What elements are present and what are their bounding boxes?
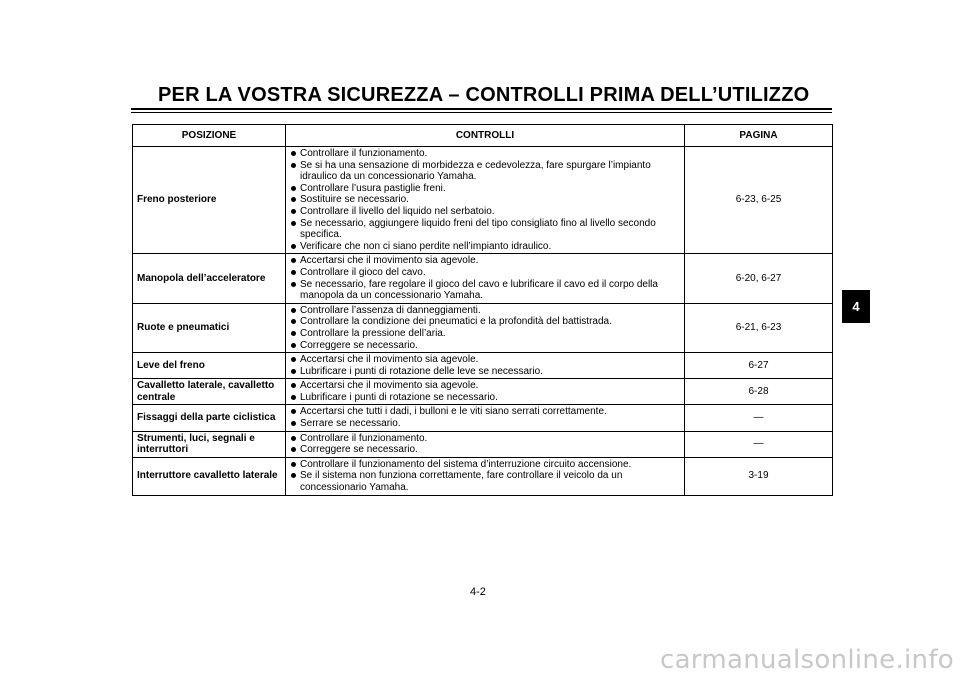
check-item: Accertarsi che il movimento sia agevole.: [286, 255, 682, 267]
table-row: [133, 405, 833, 431]
row-checks: [286, 431, 685, 457]
check-item: Lubrificare i punti di rotazione delle leve se necessario.: [286, 366, 682, 378]
table-header-row: [133, 125, 833, 147]
chapter-tab[interactable]: 4: [842, 290, 870, 323]
check-item: Accertarsi che il movimento sia agevole.: [286, 354, 682, 366]
row-position: Manopola dell’acceleratore: [133, 254, 286, 303]
title-rule-thick: [131, 108, 832, 110]
row-page: —: [685, 431, 833, 457]
check-item: Controllare il livello del liquido nel serbatoio.: [286, 206, 682, 218]
check-item: Controllare l’assenza di danneggiamenti.: [286, 305, 682, 317]
row-checks: [286, 147, 685, 254]
check-item: Accertarsi che il movimento sia agevole.: [286, 380, 682, 392]
header-position: POSIZIONE: [133, 125, 286, 147]
table-row: [133, 147, 833, 254]
check-item: Controllare l’usura pastiglie freni.: [286, 183, 682, 195]
check-item: Correggere se necessario.: [286, 444, 682, 456]
table-row: [133, 431, 833, 457]
row-checks: [286, 303, 685, 352]
check-item: Se necessario, aggiungere liquido freni del tipo consigliato fino al livello secondo specifica.: [286, 218, 682, 241]
table-row: [133, 353, 833, 379]
row-checks: [286, 457, 685, 495]
table-row: [133, 254, 833, 303]
table-row: [133, 457, 833, 495]
row-checks: [286, 353, 685, 379]
title-rule-thin: [131, 112, 832, 113]
row-page: 6-21, 6-23: [685, 303, 833, 352]
check-item: Controllare la condizione dei pneumatici e la profondità del battistrada.: [286, 316, 682, 328]
check-item: Serrare se necessario.: [286, 418, 682, 430]
check-item: Correggere se necessario.: [286, 340, 682, 352]
watermark-link[interactable]: carmanualsonline.info: [659, 645, 954, 675]
check-item: Lubrificare i punti di rotazione se necessario.: [286, 392, 682, 404]
row-page: 6-20, 6-27: [685, 254, 833, 303]
check-item: Controllare la pressione dell’aria.: [286, 328, 682, 340]
row-position: Interruttore cavalletto laterale: [133, 457, 286, 495]
checks-table: [132, 124, 833, 496]
row-position: Ruote e pneumatici: [133, 303, 286, 352]
check-item: Sostituire se necessario.: [286, 194, 682, 206]
row-checks: [286, 405, 685, 431]
page-title: PER LA VOSTRA SICUREZZA – CONTROLLI PRIMA DELL’UTILIZZO: [158, 84, 810, 106]
table-row: [133, 303, 833, 352]
check-item: Accertarsi che tutti i dadi, i bulloni e le viti siano serrati correttamente.: [286, 406, 682, 418]
row-page: —: [685, 405, 833, 431]
row-position: Fissaggi della parte ciclistica: [133, 405, 286, 431]
row-position: Strumenti, luci, segnali e interruttori: [133, 431, 286, 457]
row-checks: [286, 379, 685, 405]
check-item: Controllare il funzionamento.: [286, 433, 682, 445]
row-page: 3-19: [685, 457, 833, 495]
header-checks: CONTROLLI: [286, 125, 685, 147]
row-page: 6-28: [685, 379, 833, 405]
row-position: Cavalletto laterale, cavalletto centrale: [133, 379, 286, 405]
row-checks: [286, 254, 685, 303]
check-item: Se il sistema non funziona correttamente, fare controllare il veicolo da un concessionario Yamaha.: [286, 470, 682, 493]
row-position: Freno posteriore: [133, 147, 286, 254]
header-page: PAGINA: [685, 125, 833, 147]
row-position: Leve del freno: [133, 353, 286, 379]
page-number: 4-2: [470, 586, 486, 598]
row-page: 6-23, 6-25: [685, 147, 833, 254]
check-item: Controllare il gioco del cavo.: [286, 267, 682, 279]
check-item: Se si ha una sensazione di morbidezza e cedevolezza, fare spurgare l’impianto idraulico da un concessionario Yamaha.: [286, 160, 682, 183]
table-row: [133, 379, 833, 405]
check-item: Verificare che non ci siano perdite nell’impianto idraulico.: [286, 241, 682, 253]
check-item: Controllare il funzionamento.: [286, 148, 682, 160]
check-item: Controllare il funzionamento del sistema d’interruzione circuito accensione.: [286, 459, 682, 471]
row-page: 6-27: [685, 353, 833, 379]
check-item: Se necessario, fare regolare il gioco del cavo e lubrificare il cavo ed il corpo della manopola da un concessionario Yamaha.: [286, 279, 682, 302]
